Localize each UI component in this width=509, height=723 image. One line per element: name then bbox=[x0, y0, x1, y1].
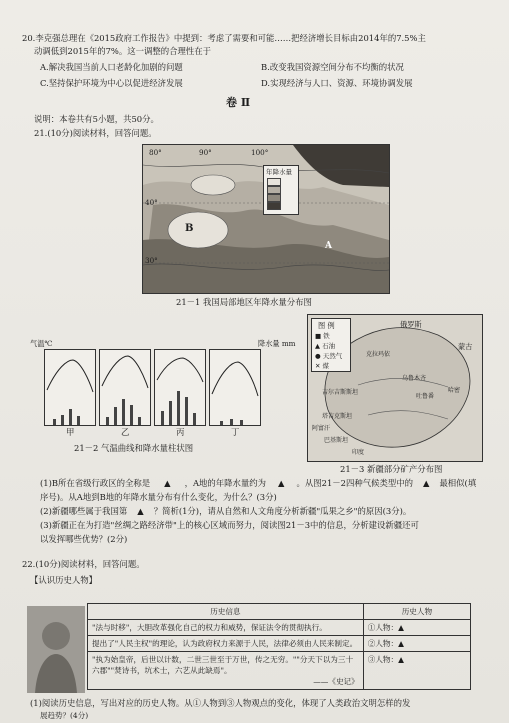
legend-swatch-4 bbox=[267, 202, 281, 210]
climate-chart-ding bbox=[209, 349, 261, 426]
place-hami: 哈密 bbox=[448, 387, 461, 394]
map1-lon-90: 90° bbox=[199, 148, 212, 157]
section-title: 卷 Ⅱ bbox=[226, 96, 251, 109]
table-header-info: 历史信息 bbox=[88, 604, 364, 620]
climate-chart-bing bbox=[154, 349, 206, 426]
legend-swatch-2 bbox=[267, 186, 281, 194]
precip-bar bbox=[240, 420, 243, 425]
historical-figure-image bbox=[27, 606, 85, 693]
precip-bar bbox=[69, 409, 72, 425]
q21-sub2-part-b: ？简析(1分)，请从自然和人文角度分析新疆"瓜果之乡"的原因(3分)。 bbox=[153, 506, 412, 516]
map1-lon-80: 80° bbox=[149, 148, 162, 157]
place-kyrgyzstan: 吉尔吉斯斯坦 bbox=[322, 389, 359, 396]
row3-person bbox=[363, 652, 470, 690]
q22-section-label: 【认识历史人物】 bbox=[30, 575, 97, 585]
precip-bar bbox=[122, 399, 125, 425]
map3-legend-title: 图 例 bbox=[318, 321, 335, 330]
answer-blank: ▲ bbox=[398, 655, 404, 664]
legend-coal: ✕ 煤 bbox=[315, 362, 330, 370]
climate-curve-yi bbox=[100, 350, 150, 425]
table-header-row bbox=[88, 604, 471, 620]
precipitation-map bbox=[142, 144, 390, 294]
place-afghanistan: 阿富汗 bbox=[312, 425, 331, 432]
answer-blank: ▲ bbox=[398, 639, 404, 648]
map1-label-a: A bbox=[325, 241, 332, 251]
row2-info: 提出了"人民主权"的理论，认为政府权力来源于人民，法律必须由人民来制定。 bbox=[88, 636, 364, 652]
climate-curve-ding bbox=[210, 350, 260, 425]
q20-stem-line1: 20.李克强总理在《2015政府工作报告》中提到：考虑了需要和可能……把经济增长目标由2014年的7.5%主 bbox=[22, 33, 426, 43]
legend-swatch-1 bbox=[267, 178, 281, 186]
legend-iron: ■ 铁 bbox=[315, 332, 330, 340]
map1-lat-40: 40° bbox=[145, 198, 158, 207]
q21-sub1-part-a: (1)B所在省级行政区的全称是 bbox=[40, 478, 151, 488]
legend-swatch-3 bbox=[267, 194, 281, 202]
place-karamay: 克拉玛依 bbox=[366, 351, 391, 358]
place-turpan: 吐鲁番 bbox=[416, 393, 435, 400]
q21-sub1-line1 bbox=[40, 478, 476, 489]
climate-name-yi: 乙 bbox=[121, 427, 130, 437]
table-row bbox=[88, 636, 471, 652]
row2-person bbox=[363, 636, 470, 652]
q20-option-b: B.改变我国资源空间分布不均衡的状况 bbox=[261, 62, 404, 72]
answer-blank: ▲ bbox=[137, 506, 144, 516]
row1-info: "法与时移"，大胆改革强化自己的权力和威势，保证法令的贯彻执行。 bbox=[88, 620, 364, 636]
q21-sub2-part-a: (2)新疆哪些属于我国第 bbox=[40, 506, 128, 516]
precip-bar bbox=[185, 397, 188, 425]
q21-sub2 bbox=[40, 506, 411, 517]
row1-person-label: ①人物： bbox=[367, 623, 399, 632]
q21-sub1-line2: 序号)。从A地到B地的年降水量分布有什么变化，为什么？(3分) bbox=[40, 492, 277, 502]
xinjiang-mineral-map bbox=[307, 314, 483, 462]
historical-figure-drawing bbox=[27, 606, 85, 693]
map3-caption: 21－3 新疆部分矿产分布图 bbox=[340, 464, 443, 474]
section-note: 说明：本卷共有5小题，共50分。 bbox=[34, 114, 159, 124]
precip-bar bbox=[77, 416, 80, 425]
q22-sub1-line2: 展趋势？(4分) bbox=[40, 711, 89, 720]
q21-sub1-part-d: 最相似(填 bbox=[439, 478, 477, 488]
q20-stem-line2: 动调低到2015年的7%。这一调整的合理性在于 bbox=[34, 46, 211, 56]
precip-bar bbox=[193, 413, 196, 425]
climate-temp-label: 气温℃ bbox=[30, 339, 53, 348]
table-row bbox=[88, 620, 471, 636]
q22-sub1-line1: (1)阅读历史信息，写出对应的历史人物。从①人物到③人物观点的变化，体现了人类政治文明怎样的发 bbox=[30, 698, 411, 708]
map3-legend bbox=[311, 318, 351, 372]
place-russia: 俄罗斯 bbox=[400, 320, 422, 329]
q20-option-a: A.解决我国当前人口老龄化加剧的问题 bbox=[40, 62, 183, 72]
q21-sub1-part-c: 。从图21－2四种气候类型中的 bbox=[296, 478, 413, 488]
table-header-person: 历史人物 bbox=[363, 604, 470, 620]
place-urumqi: 乌鲁木齐 bbox=[402, 375, 427, 382]
precip-bar bbox=[106, 417, 109, 425]
row1-person bbox=[363, 620, 470, 636]
map1-label-b: B bbox=[185, 223, 194, 234]
legend-oil: ▲ 石油 bbox=[315, 342, 336, 350]
climate-chart-yi bbox=[99, 349, 151, 426]
climate-name-jia: 甲 bbox=[66, 427, 75, 437]
answer-blank: ▲ bbox=[164, 478, 171, 488]
climate-name-ding: 丁 bbox=[231, 427, 240, 437]
map1-legend-title: 年降水量 bbox=[266, 168, 292, 176]
precip-bar bbox=[220, 421, 223, 425]
precip-bar bbox=[53, 419, 56, 425]
row3-info-text: "执为始皇帝，后世以计数，二世三世至于万世，传之无穷。""分天下以为三十六郡""焚诗书，坑术士，六艺从此缺焉"。 bbox=[92, 655, 354, 675]
climate-precip-label: 降水量 mm bbox=[258, 339, 296, 348]
legend-gas: ● 天然气 bbox=[315, 352, 343, 360]
q21-sub3-line1: (3)新疆正在为打造"丝绸之路经济带"上的核心区域而努力，阅读图21－3中的信息，分析建设新疆还可 bbox=[40, 520, 419, 530]
q21-sub3-line2: 以发挥哪些优势？(2分) bbox=[40, 534, 128, 544]
precip-bar bbox=[130, 405, 133, 425]
precip-bar bbox=[169, 401, 172, 425]
precip-bar bbox=[230, 419, 233, 425]
precip-bar bbox=[138, 417, 141, 425]
q22-stem: 22.(10分)阅读材料，回答问题。 bbox=[22, 559, 145, 569]
map1-lon-100: 100° bbox=[251, 148, 269, 157]
precip-bar bbox=[114, 407, 117, 425]
answer-blank: ▲ bbox=[422, 478, 430, 488]
q20-option-d: D.实现经济与人口、资源、环境协调发展 bbox=[261, 78, 413, 88]
row3-source: ——《史记》 bbox=[313, 677, 359, 686]
map1-caption: 21－1 我国局部地区年降水量分布图 bbox=[176, 297, 312, 307]
table-row bbox=[88, 652, 471, 690]
row3-info bbox=[88, 652, 364, 690]
place-tajikistan: 塔吉克斯坦 bbox=[322, 413, 353, 420]
row2-person-label: ②人物： bbox=[367, 639, 399, 648]
precip-bar bbox=[177, 391, 180, 425]
place-pakistan: 巴基斯坦 bbox=[324, 437, 349, 444]
place-india: 印度 bbox=[352, 449, 365, 456]
answer-blank: ▲ bbox=[278, 478, 285, 488]
answer-blank: ▲ bbox=[398, 623, 404, 632]
map1-lat-30: 30° bbox=[145, 256, 158, 265]
climate-caption: 21－2 气温曲线和降水量柱状图 bbox=[74, 443, 194, 453]
precip-bar bbox=[161, 411, 164, 425]
climate-name-bing: 丙 bbox=[176, 427, 185, 437]
precip-bar bbox=[61, 415, 64, 425]
climate-chart-jia bbox=[44, 349, 96, 426]
row3-person-label: ③人物： bbox=[367, 655, 399, 664]
place-mongolia: 蒙古 bbox=[458, 342, 473, 351]
q20-option-c: C.坚持保护环境为中心以促进经济发展 bbox=[40, 78, 183, 88]
q21-sub1-part-b: ，A地的年降水量约为 bbox=[184, 478, 267, 488]
history-table bbox=[87, 603, 471, 690]
map1-legend bbox=[263, 165, 299, 215]
q21-stem: 21.(10分)阅读材料，回答问题。 bbox=[34, 128, 157, 138]
